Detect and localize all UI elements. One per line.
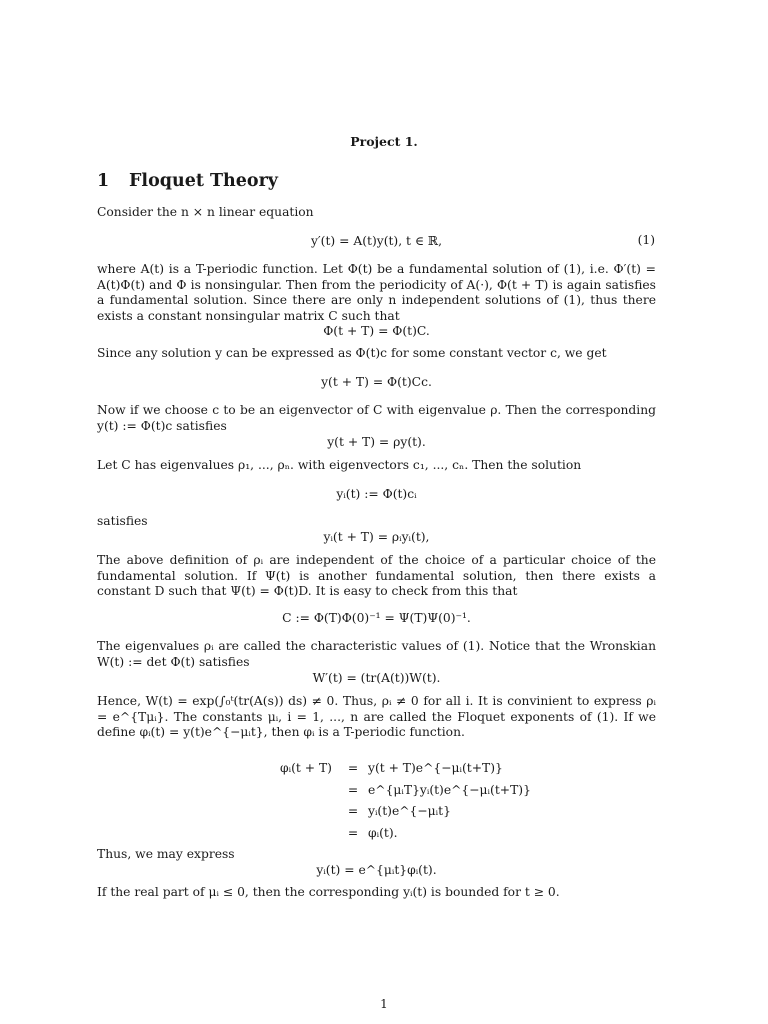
paragraph-any-solution: Since any solution y can be expressed as Φ(t)c for some constant vector c, we get — [97, 346, 607, 360]
paragraph-definition-independence: The above definition of ρᵢ are independent of the choice of a particular choice of the fundamental solution. If Ψ(t) is another fundamental solution, then there exists a constant D such that Ψ(t) = Φ(t)D. It is easy to check from this that — [97, 553, 656, 599]
aligned-row: φᵢ(t + T) = y(t + T)e^{−μᵢ(t+T)} — [280, 758, 531, 780]
equation-10: yᵢ(t) = e^{μᵢt}φᵢ(t). — [316, 863, 437, 877]
aligned-lhs: φᵢ(t + T) — [280, 761, 332, 775]
equation-4: y(t + T) = ρy(t). — [327, 435, 426, 449]
paragraph-bounded: If the real part of μᵢ ≤ 0, then the corresponding yᵢ(t) is bounded for t ≥ 0. — [97, 885, 560, 899]
equation-1: y′(t) = A(t)y(t), t ∈ ℝ, — [310, 234, 443, 248]
aligned-row: = φᵢ(t). — [347, 825, 398, 840]
paragraph-floquet-exponents: Hence, W(t) = exp(∫₀ᵗ(tr(A(s)) ds) ≠ 0. Thus, ρᵢ ≠ 0 for all i. It is convinient to express ρᵢ = e^{Tμᵢ}. The constants μᵢ, i = 1, ..., n are called the Floquet exponents of (1). If we define φᵢ(t) = y(t)e^{−μᵢt}, then φᵢ is a T-periodic function. — [97, 694, 656, 740]
aligned-row: = yᵢ(t)e^{−μᵢt} — [347, 804, 451, 818]
section-title: Floquet Theory — [129, 171, 278, 191]
equation-3: y(t + T) = Φ(t)Cc. — [321, 375, 432, 389]
paragraph-wronskian: The eigenvalues ρᵢ are called the characteristic values of (1). Notice that the Wronskian W(t) := det Φ(t) satisfies — [97, 639, 656, 669]
section-heading — [97, 171, 278, 191]
equation-7: C := Φ(T)Φ(0)⁻¹ = Ψ(T)Ψ(0)⁻¹. — [282, 611, 471, 625]
equation-2: Φ(t + T) = Φ(t)C. — [323, 324, 430, 338]
paragraph-thus-express: Thus, we may express — [97, 847, 235, 861]
equation-6: yᵢ(t + T) = ρᵢyᵢ(t), — [323, 530, 430, 544]
section-number: 1 — [97, 171, 110, 191]
aligned-equations — [280, 758, 531, 844]
document-title: Project 1. — [350, 134, 418, 149]
paragraph-satisfies: satisfies — [97, 514, 148, 528]
equation-5: yᵢ(t) := Φ(t)cᵢ — [336, 487, 417, 501]
paragraph-intro: Consider the n × n linear equation — [97, 205, 314, 219]
paragraph-eigenvalues: Let C has eigenvalues ρ₁, ..., ρₙ. with eigenvectors c₁, ..., cₙ. Then the solution — [97, 458, 582, 472]
page-number: 1 — [380, 997, 388, 1011]
paragraph-eigenvector: Now if we choose c to be an eigenvector of C with eigenvalue ρ. Then the corresponding y(t) := Φ(t)c satisfies — [97, 403, 656, 433]
equation-1-label: (1) — [637, 233, 655, 247]
equation-8: W′(t) = (tr(A(t))W(t). — [312, 671, 441, 685]
paragraph-fundamental-solution: where A(t) is a T-periodic function. Let Φ(t) be a fundamental solution of (1), i.e. Φ′(t) = A(t)Φ(t) and Φ is nonsingular. Then from the periodicity of A(·), Φ(t + T) is again satisfies a fundamental solution. Since there are only n independent solutions of (1), thus there exists a constant nonsingular matrix C such that — [97, 262, 656, 323]
aligned-row: = e^{μᵢT}yᵢ(t)e^{−μᵢ(t+T)} — [347, 782, 531, 797]
